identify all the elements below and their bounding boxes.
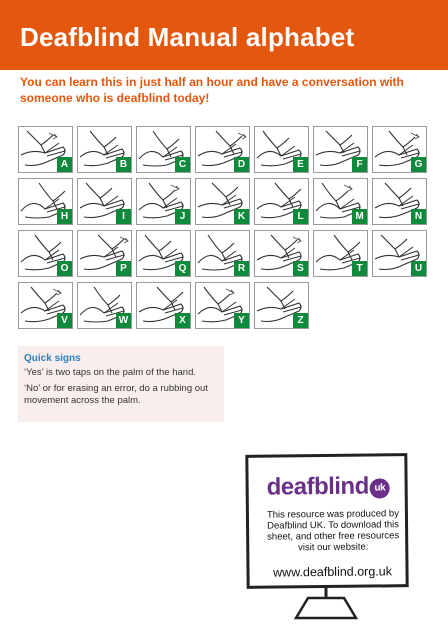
letter-label: X bbox=[175, 313, 190, 328]
alphabet-grid bbox=[18, 126, 427, 329]
letter-label: K bbox=[234, 209, 249, 224]
alphabet-cell-f bbox=[313, 126, 368, 173]
letter-label: O bbox=[57, 261, 72, 276]
alphabet-cell-t bbox=[313, 230, 368, 277]
alphabet-cell-q bbox=[136, 230, 191, 277]
alphabet-cell-b bbox=[77, 126, 132, 173]
logo-text: deafblind bbox=[266, 472, 369, 501]
alphabet-cell-c bbox=[136, 126, 191, 173]
letter-label: U bbox=[411, 261, 426, 276]
alphabet-cell-s bbox=[254, 230, 309, 277]
alphabet-cell-p bbox=[77, 230, 132, 277]
deafblind-uk-logo bbox=[267, 472, 390, 501]
quick-sign-yes: ‘Yes’ is two taps on the palm of the hand. bbox=[24, 367, 196, 378]
header-banner bbox=[0, 0, 448, 70]
alphabet-cell-h bbox=[18, 178, 73, 225]
subtitle: You can learn this in just half an hour and have a conversation with someone who is deafblind today! bbox=[20, 75, 404, 105]
alphabet-cell-d bbox=[195, 126, 250, 173]
letter-label: F bbox=[352, 157, 367, 172]
alphabet-cell-g bbox=[372, 126, 427, 173]
letter-label: Y bbox=[234, 313, 249, 328]
alphabet-cell-n bbox=[372, 178, 427, 225]
alphabet-cell-x bbox=[136, 282, 191, 329]
alphabet-cell-y bbox=[195, 282, 250, 329]
letter-label: D bbox=[234, 157, 249, 172]
letter-label: P bbox=[116, 261, 131, 276]
alphabet-cell-z bbox=[254, 282, 309, 329]
letter-label: Q bbox=[175, 261, 190, 276]
alphabet-cell-e bbox=[254, 126, 309, 173]
alphabet-cell-k bbox=[195, 178, 250, 225]
letter-label: S bbox=[293, 261, 308, 276]
letter-label: H bbox=[57, 209, 72, 224]
letter-label: E bbox=[293, 157, 308, 172]
alphabet-cell-w bbox=[77, 282, 132, 329]
alphabet-cell-o bbox=[18, 230, 73, 277]
sign-board bbox=[245, 453, 408, 589]
letter-label: I bbox=[116, 209, 131, 224]
quick-sign-no: ‘No’ or for erasing an error, do a rubbing out movement across the palm. bbox=[24, 383, 208, 406]
letter-label: N bbox=[411, 209, 426, 224]
letter-label: M bbox=[352, 209, 367, 224]
alphabet-cell-l bbox=[254, 178, 309, 225]
alphabet-cell-v bbox=[18, 282, 73, 329]
logo-badge: uk bbox=[370, 478, 390, 498]
quick-signs-title: Quick signs bbox=[24, 353, 81, 364]
alphabet-cell-i bbox=[77, 178, 132, 225]
letter-label: C bbox=[175, 157, 190, 172]
page-title: Deafblind Manual alphabet bbox=[20, 22, 355, 52]
letter-label: G bbox=[411, 157, 426, 172]
quick-signs-box bbox=[18, 346, 224, 422]
alphabet-cell-r bbox=[195, 230, 250, 277]
letter-label: Z bbox=[293, 313, 308, 328]
alphabet-cell-a bbox=[18, 126, 73, 173]
promo-description: This resource was produced by Deafblind UK. To download this sheet, and other free resources visit our website: bbox=[266, 508, 400, 554]
letter-label: T bbox=[352, 261, 367, 276]
alphabet-cell-j bbox=[136, 178, 191, 225]
letter-label: B bbox=[116, 157, 131, 172]
alphabet-cell-m bbox=[313, 178, 368, 225]
letter-label: W bbox=[116, 313, 131, 328]
letter-label: A bbox=[57, 157, 72, 172]
alphabet-cell-u bbox=[372, 230, 427, 277]
promo-sign bbox=[238, 448, 418, 624]
letter-label: R bbox=[234, 261, 249, 276]
letter-label: L bbox=[293, 209, 308, 224]
website-link[interactable]: www.deafblind.org.uk bbox=[273, 564, 393, 580]
letter-label: V bbox=[57, 313, 72, 328]
letter-label: J bbox=[175, 209, 190, 224]
